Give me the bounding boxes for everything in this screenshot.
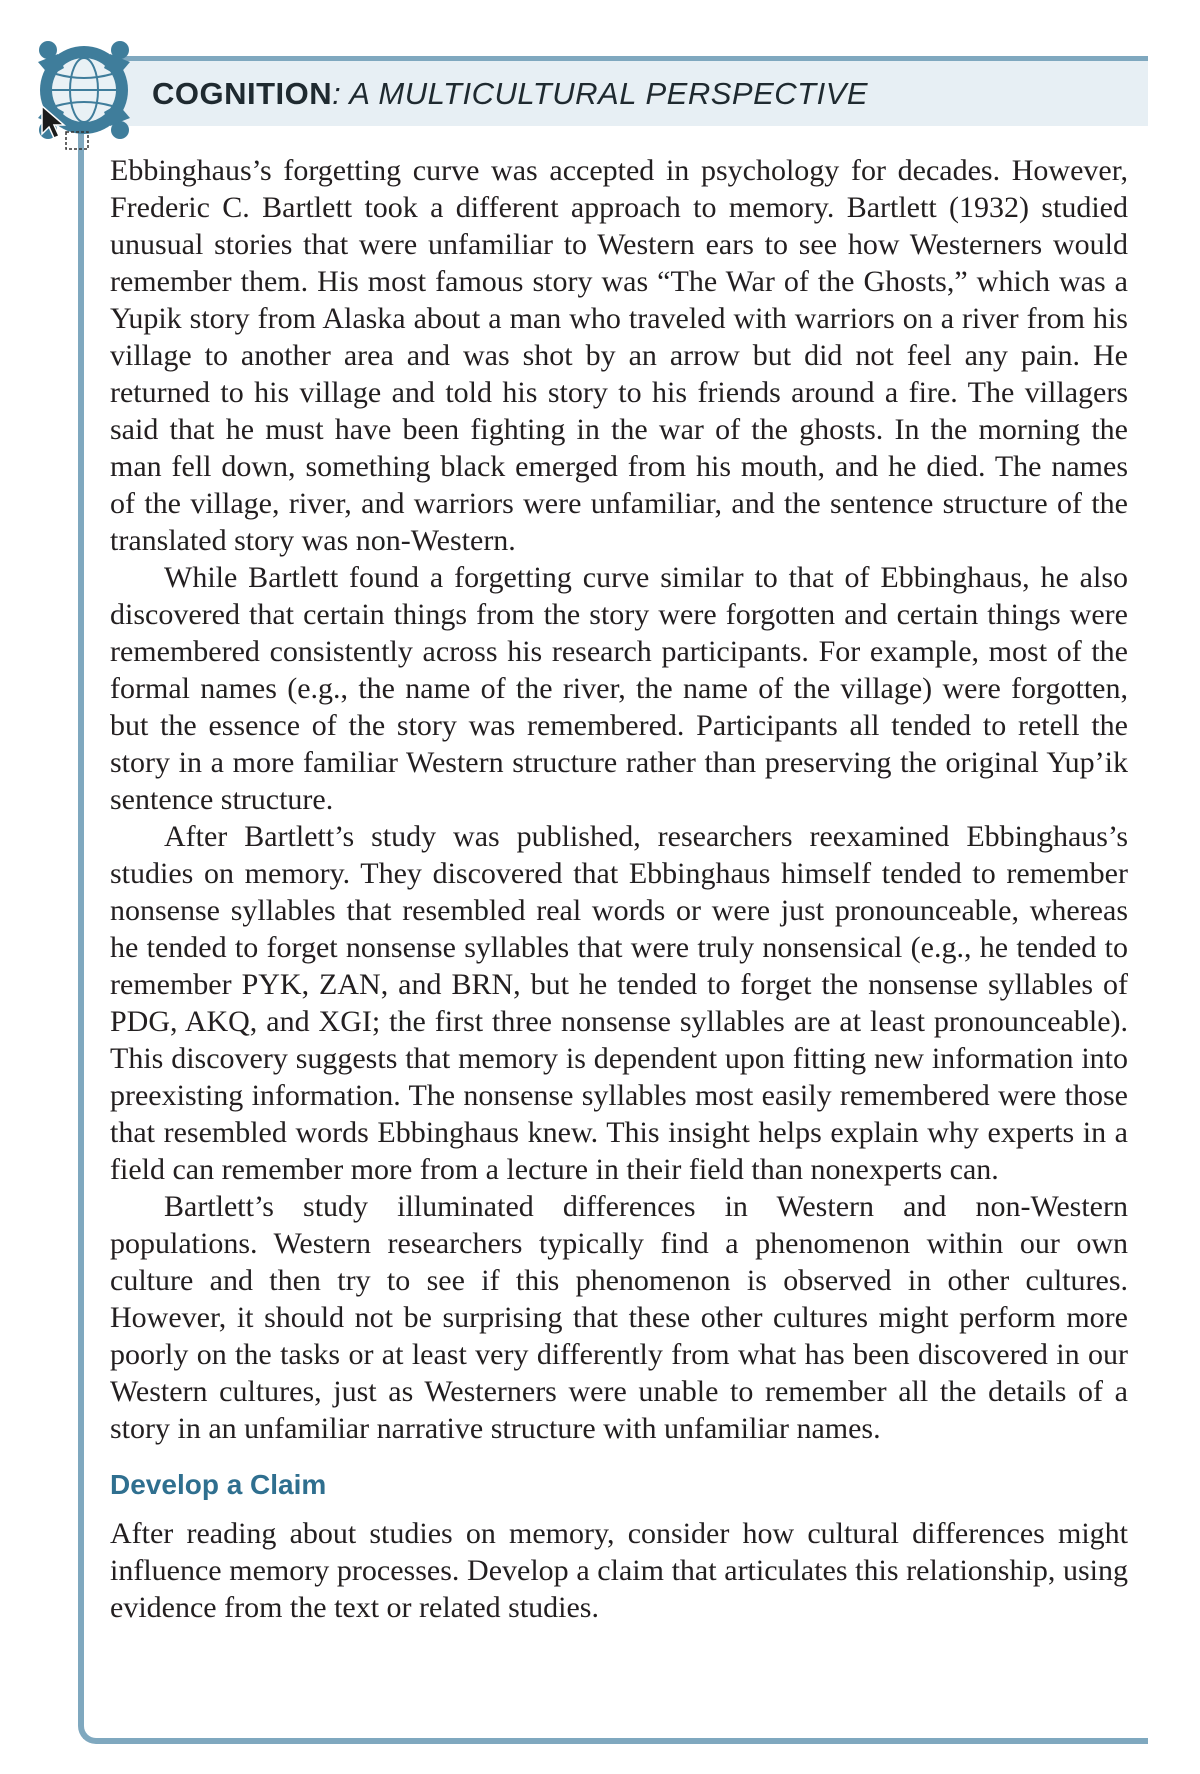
body-paragraph: Ebbinghaus’s forgetting curve was accepted in psychology for decades. However, Frederic C. Bartlett took a different approach to memory. Bartlett (1932) studied unusual stories that were unfamiliar to Western ears to see how Westerners would remember them. His most famous story was “The War of the Ghosts,” which was a Yupik story from Alaska about a man who traveled with warriors on a river from his village to another area and was shot by an arrow but did not feel any pain. He returned to his village and told his story to his friends around a fire. The villagers said that he must have been fighting in the war of the ghosts. In the morning the man fell down, something black emerged from his mouth, and he died. The names of the village, river, and warriors were unfamiliar, and the sentence structure of the translated story was non-Western. [110,154,1128,557]
body-paragraph: After Bartlett’s study was published, researchers reexamined Ebbinghaus’s studies on memory. They discovered that Ebbinghaus himself tended to remember nonsense syllables that resembled real words or were just pronounceable, whereas he tended to forget nonsense syllables that were truly nonsensical (e.g., he tended to remember PYK, ZAN, and BRN, but he tended to forget the nonsense syllables of PDG, AKQ, and XGI; the first three nonsense syllables are at least pronounceable). This discovery suggests that memory is dependent upon fitting new information into preexisting information. The nonsense syllables most easily remembered were those that resembled words Ebbinghaus knew. This insight helps explain why experts in a field can remember more from a lecture in their field than nonexperts can. [110,820,1128,1186]
mouse-cursor-icon [40,104,96,156]
develop-claim-text: After reading about studies on memory, consider how cultural differences might influence memory processes. Develop a claim that articulates this relationship, using evidence from the text or related studies. [110,1517,1128,1624]
feature-title-colon: : [332,76,342,111]
develop-claim-heading: Develop a Claim [110,1469,327,1500]
body-paragraph: Bartlett’s study illuminated differences in Western and non-Western populations. Western researchers typically find a phenomenon within our own culture and then try to see if this phenomenon is observed in other cultures. However, it should not be surprising that these other cultures might perform more poorly on the tasks or at least very differently from what has been discovered in our Western cultures, just as Westerners were unable to remember all the details of a story in an unfamiliar narrative structure with unfamiliar names. [110,1190,1128,1445]
feature-title-main: COGNITION [152,76,333,111]
body-paragraph: While Bartlett found a forgetting curve similar to that of Ebbinghaus, he also discovered that certain things from the story were forgotten and certain things were remembered consistently across his research participants. For example, most of the formal names (e.g., the name of the river, the name of the village) were forgotten, but the essence of the story was remembered. Participants all tended to retell the story in a more familiar Western structure rather than preserving the original Yup’ik sentence structure. [110,561,1128,816]
feature-title [152,76,868,112]
feature-body [110,152,1128,1626]
feature-title-subtitle: A MULTICULTURAL PERSPECTIVE [341,76,869,111]
